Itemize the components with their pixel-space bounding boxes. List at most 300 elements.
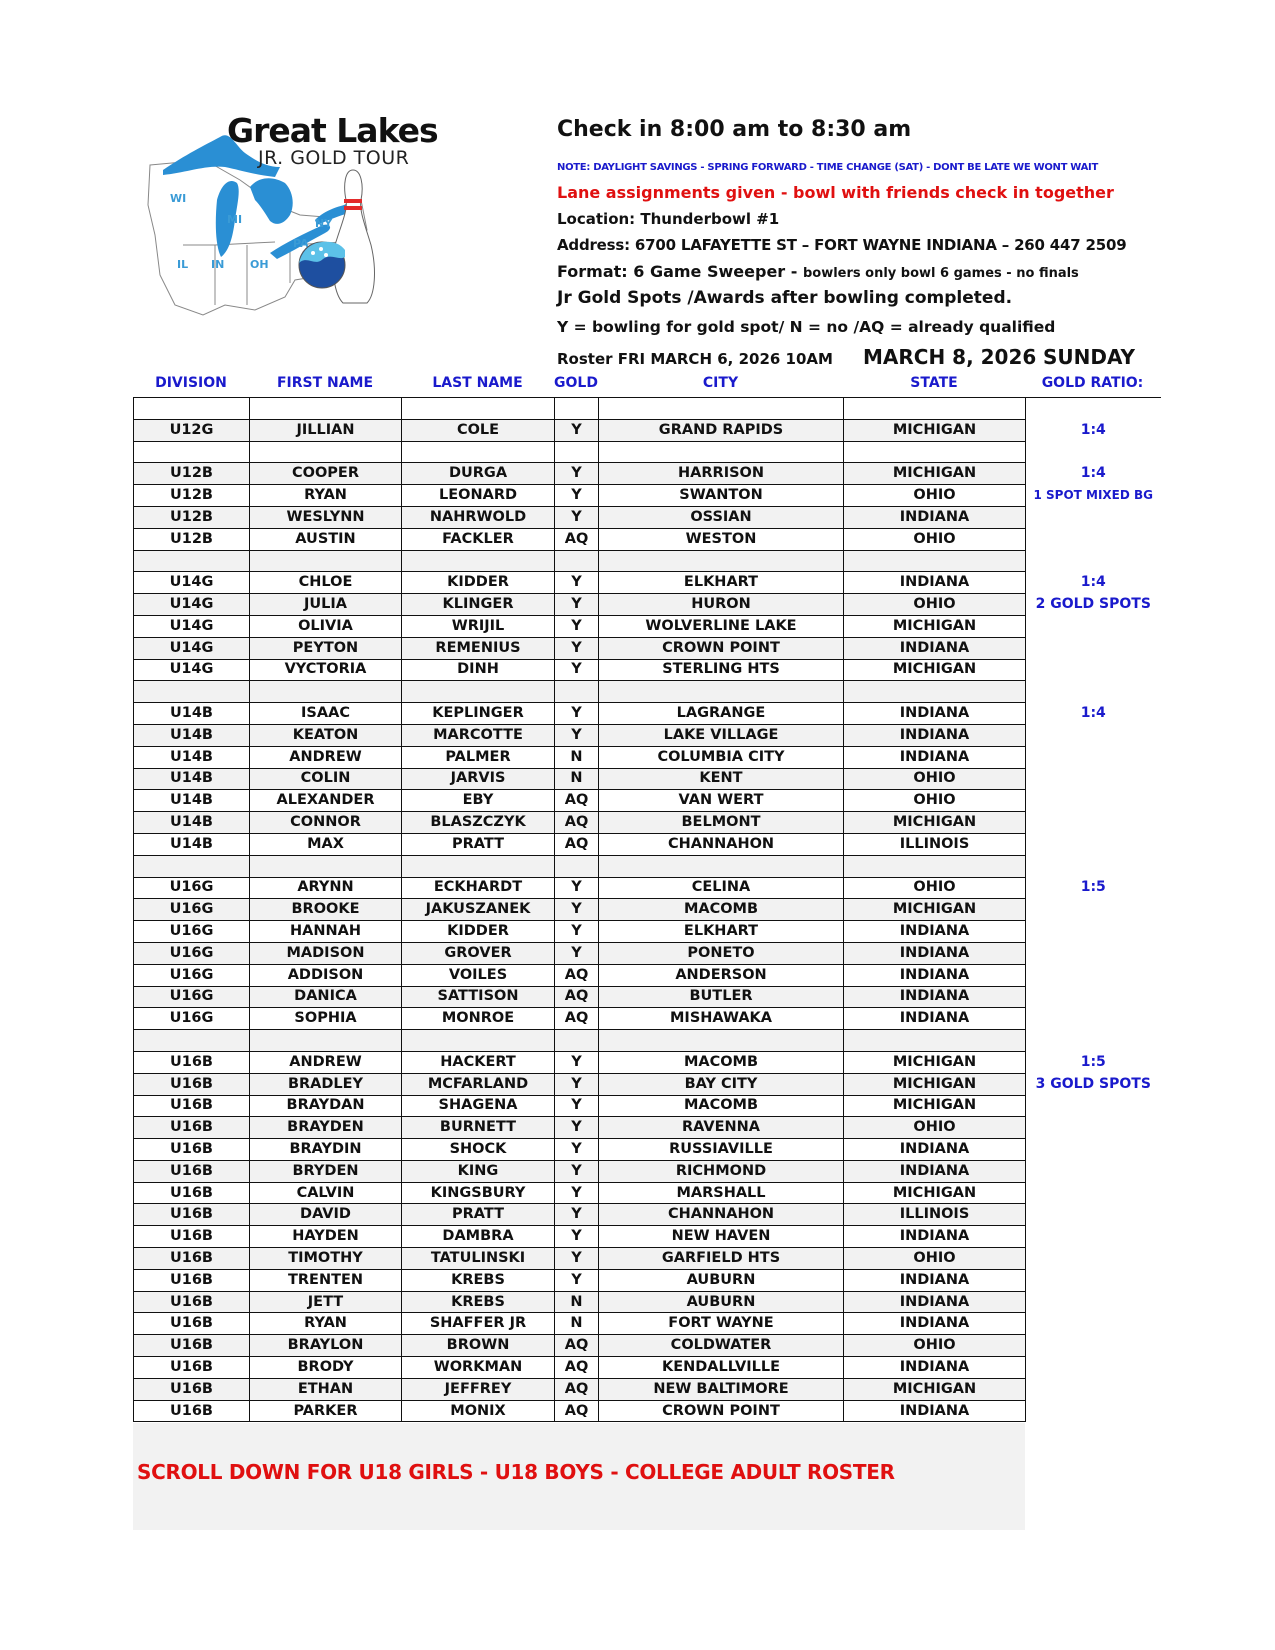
gold-ratio-cell: 1:4 [1026,463,1161,485]
last-name-cell: REMENIUS [402,637,555,659]
header-first-name: FIRST NAME [276,375,374,391]
city-cell: BELMONT [599,812,844,834]
division-cell: U14G [134,572,250,594]
gold-cell: AQ [555,964,599,986]
last-name-cell: KING [402,1160,555,1182]
logo-state-ny: NY [315,217,333,230]
gold-cell: AQ [555,833,599,855]
first-name-cell [250,855,402,877]
table-row [134,724,1161,746]
gold-cell: AQ [555,1335,599,1357]
gold-cell: N [555,746,599,768]
division-cell: U14B [134,703,250,725]
city-cell: PONETO [599,942,844,964]
gold-cell: Y [555,615,599,637]
last-name-cell: SATTISON [402,986,555,1008]
gold-cell: N [555,1291,599,1313]
state-cell: OHIO [844,485,1026,507]
division-cell: U16G [134,1008,250,1030]
first-name-cell: BRADLEY [250,1073,402,1095]
first-name-cell: TIMOTHY [250,1248,402,1270]
table-row [134,1313,1161,1335]
division-cell: U16G [134,942,250,964]
last-name-cell: SHAFFER JR [402,1313,555,1335]
logo-title: Great Lakes [227,111,438,150]
last-name-cell: JAKUSZANEK [402,899,555,921]
state-cell: INDIANA [844,703,1026,725]
gold-ratio-cell [1026,899,1161,921]
city-cell: HURON [599,594,844,616]
format-detail: bowlers only bowl 6 games - no finals [802,266,1079,281]
first-name-cell: PEYTON [250,637,402,659]
table-row [134,419,1161,441]
gold-cell [555,398,599,420]
state-cell: MICHIGAN [844,1051,1026,1073]
state-cell: MICHIGAN [844,419,1026,441]
division-cell: U14B [134,768,250,790]
last-name-cell: COLE [402,419,555,441]
city-cell [599,681,844,703]
last-name-cell: WORKMAN [402,1357,555,1379]
table-row [134,1248,1161,1270]
gold-cell: N [555,768,599,790]
gold-cell: Y [555,659,599,681]
last-name-cell: MARCOTTE [402,724,555,746]
state-cell: INDIANA [844,1160,1026,1182]
table-row [134,921,1161,943]
city-cell [599,855,844,877]
gold-ratio-cell [1026,1269,1161,1291]
header-gold: GOLD [554,375,598,391]
gold-cell: Y [555,463,599,485]
first-name-cell: BRODY [250,1357,402,1379]
first-name-cell: ISAAC [250,703,402,725]
awards-note: Jr Gold Spots /Awards after bowling completed. [557,288,1013,308]
last-name-cell: KINGSBURY [402,1182,555,1204]
last-name-cell: ECKHARDT [402,877,555,899]
city-cell: BAY CITY [599,1073,844,1095]
last-name-cell: SHOCK [402,1139,555,1161]
city-cell: SWANTON [599,485,844,507]
city-cell [599,550,844,572]
last-name-cell: KLINGER [402,594,555,616]
first-name-cell: WESLYNN [250,506,402,528]
spacer-row [134,855,1161,877]
spacer-row [134,441,1161,463]
location: Location: Thunderbowl #1 [557,210,780,228]
first-name-cell: ALEXANDER [250,790,402,812]
gold-ratio-cell [1026,1095,1161,1117]
state-cell [844,441,1026,463]
city-cell [599,398,844,420]
city-cell: WESTON [599,528,844,550]
city-cell: MARSHALL [599,1182,844,1204]
gold-cell: AQ [555,1357,599,1379]
gold-cell: Y [555,637,599,659]
logo-state-in: IN [211,258,225,271]
state-cell [844,681,1026,703]
city-cell: GARFIELD HTS [599,1248,844,1270]
table-row [134,463,1161,485]
first-name-cell: ADDISON [250,964,402,986]
division-cell: U16G [134,899,250,921]
first-name-cell: JULIA [250,594,402,616]
gold-cell: Y [555,921,599,943]
state-cell: INDIANA [844,942,1026,964]
city-cell [599,1030,844,1052]
state-cell: INDIANA [844,506,1026,528]
gold-cell: Y [555,572,599,594]
gold-cell: AQ [555,1378,599,1400]
last-name-cell: MONIX [402,1400,555,1422]
state-cell: OHIO [844,528,1026,550]
state-cell: INDIANA [844,964,1026,986]
checkin-time: Check in 8:00 am to 8:30 am [557,117,912,142]
city-cell: BUTLER [599,986,844,1008]
first-name-cell: BROOKE [250,899,402,921]
state-cell: INDIANA [844,1357,1026,1379]
table-row [134,768,1161,790]
state-cell: INDIANA [844,724,1026,746]
city-cell: HARRISON [599,463,844,485]
state-cell: OHIO [844,790,1026,812]
last-name-cell: WRIJIL [402,615,555,637]
last-name-cell: BROWN [402,1335,555,1357]
city-cell: ELKHART [599,572,844,594]
state-cell: OHIO [844,1117,1026,1139]
division-cell [134,441,250,463]
division-cell: U14G [134,659,250,681]
table-row [134,899,1161,921]
city-cell: VAN WERT [599,790,844,812]
gold-cell: Y [555,1095,599,1117]
division-cell [134,550,250,572]
gold-ratio-cell: 1:4 [1026,572,1161,594]
city-cell: MACOMB [599,899,844,921]
division-cell: U12B [134,485,250,507]
gold-ratio-cell [1026,659,1161,681]
division-cell: U16B [134,1226,250,1248]
roster-timestamp: Roster FRI MARCH 6, 2026 10AM [557,350,833,368]
gold-cell [555,441,599,463]
gold-cell: Y [555,1248,599,1270]
last-name-cell: EBY [402,790,555,812]
table-row [134,1291,1161,1313]
division-cell [134,398,250,420]
table-row [134,1226,1161,1248]
gold-ratio-cell [1026,1030,1161,1052]
division-cell: U16G [134,964,250,986]
table-row [134,1269,1161,1291]
lane-assignments-note: Lane assignments given - bowl with friends check in together [557,183,1114,202]
gold-cell: Y [555,1117,599,1139]
first-name-cell: COOPER [250,463,402,485]
city-cell: MACOMB [599,1051,844,1073]
state-cell: OHIO [844,1335,1026,1357]
city-cell: CELINA [599,877,844,899]
state-cell: INDIANA [844,1008,1026,1030]
table-row [134,1182,1161,1204]
table-row [134,964,1161,986]
city-cell: COLUMBIA CITY [599,746,844,768]
gold-ratio-cell: 1:4 [1026,703,1161,725]
gold-cell: AQ [555,790,599,812]
table-row [134,637,1161,659]
gold-ratio-cell [1026,1008,1161,1030]
gold-cell: Y [555,419,599,441]
table-row [134,1378,1161,1400]
first-name-cell [250,398,402,420]
city-cell: STERLING HTS [599,659,844,681]
gold-ratio-cell [1026,790,1161,812]
gold-ratio-cell [1026,986,1161,1008]
header-city: CITY [702,375,739,391]
division-cell: U16B [134,1051,250,1073]
table-row [134,659,1161,681]
city-cell: OSSIAN [599,506,844,528]
first-name-cell: COLIN [250,768,402,790]
city-cell: FORT WAYNE [599,1313,844,1335]
last-name-cell [402,1030,555,1052]
division-cell: U16B [134,1248,250,1270]
last-name-cell: DINH [402,659,555,681]
first-name-cell: KEATON [250,724,402,746]
gold-cell: Y [555,1182,599,1204]
city-cell: RICHMOND [599,1160,844,1182]
gold-ratio-cell [1026,681,1161,703]
gold-ratio-cell [1026,506,1161,528]
division-cell: U14B [134,790,250,812]
last-name-cell [402,398,555,420]
city-cell: CHANNAHON [599,833,844,855]
division-cell: U14G [134,615,250,637]
table-row [134,790,1161,812]
gold-ratio-cell: 1:5 [1026,1051,1161,1073]
division-cell [134,855,250,877]
state-cell: OHIO [844,594,1026,616]
state-cell: MICHIGAN [844,463,1026,485]
gold-ratio-cell [1026,637,1161,659]
gold-cell: Y [555,942,599,964]
last-name-cell: MONROE [402,1008,555,1030]
roster-table [133,397,1161,1422]
last-name-cell: KREBS [402,1269,555,1291]
table-row [134,1117,1161,1139]
division-cell: U12B [134,463,250,485]
division-cell: U16B [134,1139,250,1161]
last-name-cell [402,855,555,877]
division-cell: U16B [134,1357,250,1379]
city-cell [599,441,844,463]
first-name-cell: SOPHIA [250,1008,402,1030]
last-name-cell [402,441,555,463]
state-cell: INDIANA [844,1313,1026,1335]
first-name-cell: RYAN [250,485,402,507]
state-cell: INDIANA [844,1139,1026,1161]
format [557,262,1079,281]
first-name-cell: MADISON [250,942,402,964]
city-cell: CROWN POINT [599,1400,844,1422]
first-name-cell: JILLIAN [250,419,402,441]
division-cell: U16B [134,1313,250,1335]
division-cell: U16B [134,1204,250,1226]
gold-cell: Y [555,1269,599,1291]
city-cell: LAKE VILLAGE [599,724,844,746]
gold-ratio-cell: 1:5 [1026,877,1161,899]
division-cell: U14B [134,833,250,855]
division-cell [134,681,250,703]
last-name-cell: PALMER [402,746,555,768]
division-cell: U16G [134,986,250,1008]
gold-cell: Y [555,1160,599,1182]
last-name-cell: SHAGENA [402,1095,555,1117]
first-name-cell: HANNAH [250,921,402,943]
last-name-cell: NAHRWOLD [402,506,555,528]
gold-ratio-cell [1026,921,1161,943]
division-cell: U16B [134,1160,250,1182]
state-cell: MICHIGAN [844,659,1026,681]
first-name-cell: BRAYDIN [250,1139,402,1161]
table-row [134,1073,1161,1095]
division-cell: U14B [134,812,250,834]
first-name-cell: ANDREW [250,746,402,768]
first-name-cell: BRAYDEN [250,1117,402,1139]
gold-ratio-cell: 1 SPOT MIXED BG [1026,485,1161,507]
division-cell: U16B [134,1400,250,1422]
gold-cell: AQ [555,1008,599,1030]
first-name-cell [250,550,402,572]
division-cell [134,1030,250,1052]
last-name-cell: DAMBRA [402,1226,555,1248]
table-row [134,833,1161,855]
table-row [134,506,1161,528]
logo-state-wi: WI [170,192,187,205]
gold-cell [555,681,599,703]
division-cell: U16B [134,1095,250,1117]
state-cell: INDIANA [844,572,1026,594]
first-name-cell: VYCTORIA [250,659,402,681]
gold-cell: AQ [555,986,599,1008]
table-row [134,942,1161,964]
event-day: SUNDAY [1043,345,1136,369]
state-cell: OHIO [844,1248,1026,1270]
gold-ratio-cell [1026,1226,1161,1248]
last-name-cell: DURGA [402,463,555,485]
gold-ratio-cell [1026,1248,1161,1270]
gold-cell: Y [555,1204,599,1226]
gold-ratio-cell [1026,441,1161,463]
gold-cell: Y [555,1051,599,1073]
first-name-cell: AUSTIN [250,528,402,550]
division-cell: U14B [134,724,250,746]
state-cell: INDIANA [844,746,1026,768]
first-name-cell: BRYDEN [250,1160,402,1182]
gold-ratio-cell [1026,1182,1161,1204]
gold-cell: Y [555,1139,599,1161]
city-cell: AUBURN [599,1291,844,1313]
first-name-cell: BRAYLON [250,1335,402,1357]
division-cell: U14G [134,594,250,616]
first-name-cell: CALVIN [250,1182,402,1204]
gold-ratio-cell [1026,1291,1161,1313]
gold-cell: Y [555,594,599,616]
gold-ratio-cell [1026,833,1161,855]
gold-ratio-cell: 3 GOLD SPOTS [1026,1073,1161,1095]
city-cell: MISHAWAKA [599,1008,844,1030]
division-cell: U16B [134,1117,250,1139]
table-row [134,528,1161,550]
city-cell: KENDALLVILLE [599,1357,844,1379]
division-cell: U16B [134,1073,250,1095]
state-cell: MICHIGAN [844,1095,1026,1117]
state-cell: MICHIGAN [844,1073,1026,1095]
state-cell: MICHIGAN [844,1378,1026,1400]
footer-banner [133,1423,1025,1530]
state-cell: INDIANA [844,1269,1026,1291]
city-cell: COLDWATER [599,1335,844,1357]
state-cell: MICHIGAN [844,899,1026,921]
city-cell: LAGRANGE [599,703,844,725]
gold-ratio-cell [1026,528,1161,550]
last-name-cell: JARVIS [402,768,555,790]
state-cell: INDIANA [844,986,1026,1008]
division-cell: U12G [134,419,250,441]
gold-ratio-cell: 1:4 [1026,419,1161,441]
city-cell: ELKHART [599,921,844,943]
city-cell: RAVENNA [599,1117,844,1139]
last-name-cell: JEFFREY [402,1378,555,1400]
gold-ratio-cell: 2 GOLD SPOTS [1026,594,1161,616]
gold-ratio-cell [1026,1357,1161,1379]
state-cell [844,1030,1026,1052]
last-name-cell: KIDDER [402,572,555,594]
state-cell: MICHIGAN [844,615,1026,637]
first-name-cell: CHLOE [250,572,402,594]
table-row [134,1051,1161,1073]
gold-cell: Y [555,485,599,507]
scroll-down-message: SCROLL DOWN FOR U18 GIRLS - U18 BOYS - COLLEGE ADULT ROSTER [137,1460,895,1484]
gold-ratio-cell [1026,964,1161,986]
table-row [134,1204,1161,1226]
gold-ratio-cell [1026,1378,1161,1400]
table-row [134,1160,1161,1182]
gold-cell: Y [555,1226,599,1248]
gold-cell: AQ [555,1400,599,1422]
city-cell: CROWN POINT [599,637,844,659]
header-division: DIVISION [155,375,227,391]
logo-subtitle: JR. GOLD TOUR [258,147,410,169]
table-row [134,703,1161,725]
gold-cell: AQ [555,812,599,834]
gold-ratio-cell [1026,1160,1161,1182]
first-name-cell: OLIVIA [250,615,402,637]
gold-ratio-cell [1026,746,1161,768]
last-name-cell: KREBS [402,1291,555,1313]
city-cell: GRAND RAPIDS [599,419,844,441]
gold-ratio-cell [1026,1204,1161,1226]
spacer-row [134,398,1161,420]
gold-ratio-cell [1026,855,1161,877]
gold-ratio-cell [1026,768,1161,790]
gold-ratio-cell [1026,942,1161,964]
gold-cell [555,1030,599,1052]
table-row [134,1335,1161,1357]
division-cell: U16B [134,1269,250,1291]
state-cell: INDIANA [844,1226,1026,1248]
state-cell: ILLINOIS [844,1204,1026,1226]
state-cell: INDIANA [844,1291,1026,1313]
state-cell: INDIANA [844,921,1026,943]
